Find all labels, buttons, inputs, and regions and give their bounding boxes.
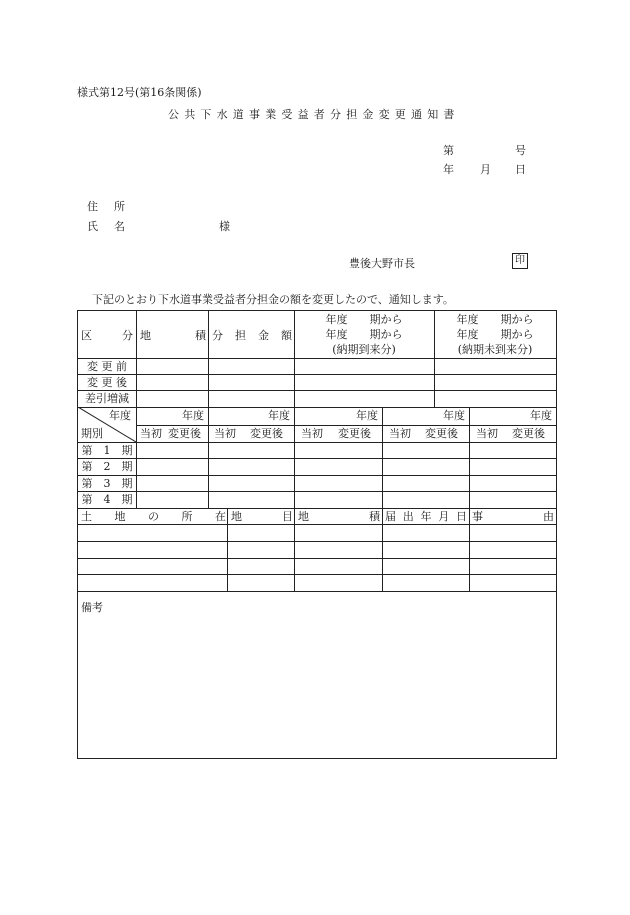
diag-year-label: 年度 [109, 409, 131, 422]
row-after: 変 更 後 [87, 376, 127, 389]
document-title: 公共下水道事業受益者分担金変更通知書 [168, 108, 460, 121]
honorific: 様 [219, 220, 230, 233]
name-label-1: 氏 [87, 220, 100, 233]
header-due-line3: (納期到来分) [332, 343, 396, 356]
land-header-area: 地 積 [298, 510, 380, 523]
land-header-date: 届 出 年 月 日 [385, 510, 467, 523]
sub-initial-5: 当初 [476, 427, 498, 440]
land-header-category: 地 目 [231, 510, 293, 523]
land-header-location: 土 地 の 所 在 [81, 510, 226, 523]
date-month: 月 [480, 163, 491, 176]
year-label-3: 年度 [356, 409, 378, 422]
year-label-1: 年度 [182, 409, 204, 422]
header-kubun: 区 分 [81, 329, 134, 342]
sub-changed-3: 変更後 [338, 427, 371, 440]
sub-initial-3: 当初 [301, 427, 323, 440]
document-number-go: 号 [515, 144, 526, 157]
sub-initial-4: 当初 [389, 427, 411, 440]
period-row-2: 第 2 期 [81, 460, 133, 473]
period-row-4: 第 4 期 [81, 493, 133, 506]
address-label [87, 198, 127, 214]
year-label-4: 年度 [443, 409, 465, 422]
header-chiseki: 地 積 [140, 329, 206, 342]
date-year: 年 [443, 163, 454, 176]
notice-table [77, 310, 557, 759]
date-day: 日 [515, 163, 526, 176]
issuer-name: 豊後大野市長 [349, 257, 415, 270]
sub-changed-5: 変更後 [512, 427, 545, 440]
sub-initial-2: 当初 [214, 427, 236, 440]
year-label-5: 年度 [530, 409, 552, 422]
header-buntan: 分 担 金 額 [212, 329, 292, 342]
remarks-label: 備考 [81, 601, 103, 614]
form-number: 様式第12号(第16条関係) [77, 86, 202, 99]
header-notdue-line3: (納期未到来分) [457, 343, 533, 356]
document-number-dai: 第 [443, 144, 454, 157]
sub-changed-2: 変更後 [250, 427, 283, 440]
sub-changed-1: 変更後 [168, 427, 201, 440]
name-label [87, 218, 127, 234]
sub-initial-1: 当初 [140, 427, 162, 440]
header-due-line2: 年度 期から [325, 328, 403, 341]
period-row-3: 第 3 期 [81, 477, 133, 490]
name-label-2: 名 [114, 220, 127, 233]
year-label-2: 年度 [268, 409, 290, 422]
address-label-1: 住 [87, 200, 100, 213]
header-due-line1: 年度 期から [325, 313, 403, 326]
diag-period-label: 期別 [81, 427, 103, 440]
intro-text: 下記のとおり下水道事業受益者分担金の額を変更したので、通知します。 [92, 293, 454, 306]
sub-changed-4: 変更後 [425, 427, 458, 440]
row-before: 変 更 前 [87, 360, 127, 373]
address-label-2: 所 [114, 200, 127, 213]
header-notdue-line1: 年度 期から [456, 313, 534, 326]
header-notdue-line2: 年度 期から [456, 328, 534, 341]
period-row-1: 第 1 期 [81, 444, 133, 457]
seal-mark: 印 [512, 253, 528, 269]
land-header-reason: 事 由 [472, 510, 554, 523]
row-difference: 差引増減 [85, 392, 129, 405]
